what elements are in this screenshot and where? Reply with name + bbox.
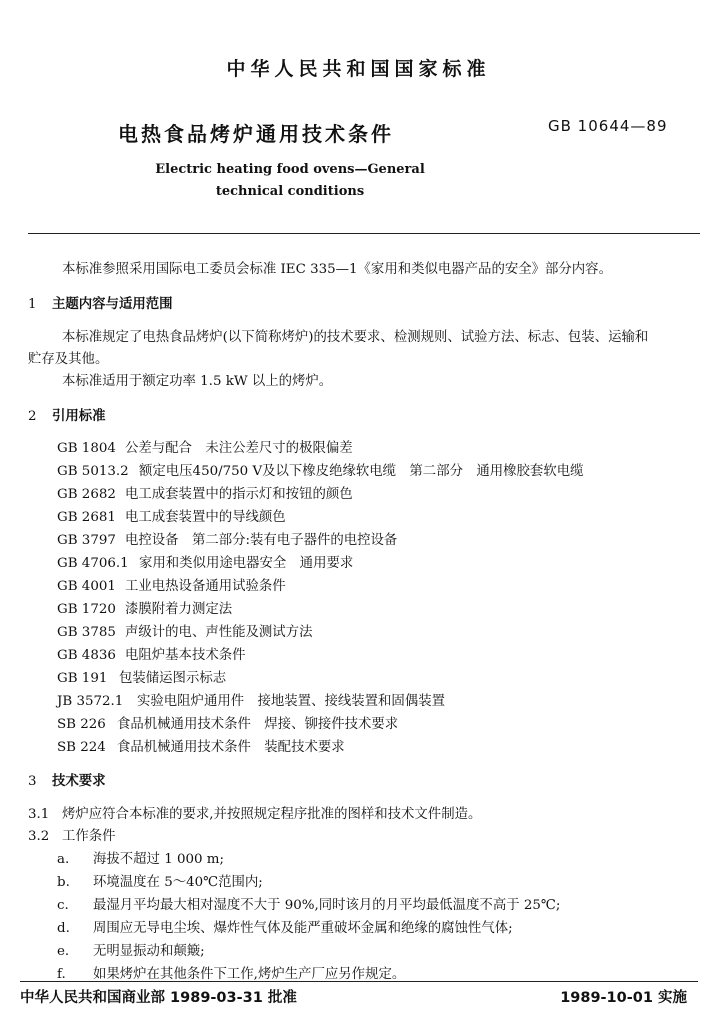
standard-organization: 中华人民共和国国家标准 [226,58,491,80]
section-2-title: 引用标准 [52,409,106,424]
intro-paragraph: 本标准参照采用国际电工委员会标准 IEC 335—1《家用和类似电器产品的安全》部分内容。 [62,262,612,277]
condition-item: e. 无明显振动和颠簸; [57,944,205,959]
reference-item: SB 224 食品机械通用技术条件 装配技术要求 [57,740,345,755]
reference-item: GB 191 包装储运图示标志 [57,671,227,686]
section-1-title: 主题内容与适用范围 [52,297,173,312]
clause-3-1: 3.1 烤炉应符合本标准的要求,并按照规定程序批准的图样和技术文件制造。 [28,807,482,822]
reference-item: GB 3797 电控设备 第二部分:装有电子器件的电控设备 [57,533,398,548]
reference-item: GB 2681 电工成套装置中的导线颜色 [57,510,286,525]
reference-item: GB 1720 漆膜附着力测定法 [57,602,233,617]
condition-item: b. 环境温度在 5～40℃范围内; [57,875,263,890]
section-3-number: 3 [28,774,37,789]
section-2-number: 2 [28,409,37,424]
document-title: 电热食品烤炉通用技术条件 [118,122,394,146]
section-3-title: 技术要求 [52,774,106,789]
reference-item: GB 3785 声级计的电、声性能及测试方法 [57,625,313,640]
section-1-para2: 本标准适用于额定功率 1.5 kW 以上的烤炉。 [62,374,333,389]
section-1-para1-line2: 贮存及其他。 [28,352,109,367]
section-1-number: 1 [28,297,37,312]
clause-3-2: 3.2 工作条件 [28,829,116,844]
section-3-heading [28,770,106,789]
reference-item: GB 4001 工业电热设备通用试验条件 [57,579,286,594]
footer-divider [20,981,698,982]
header-divider [28,233,700,234]
reference-item: GB 5013.2 额定电压450/750 V及以下橡皮绝缘软电缆 第二部分 通用橡胶套软电缆 [57,464,584,479]
condition-item: c. 最湿月平均最大相对湿度不大于 90%,同时该月的月平均最低温度不高于 25℃; [57,898,561,913]
standard-number: GB 10644—89 [548,117,668,135]
english-title-line1: Electric heating food ovens—General [155,162,425,177]
reference-item: GB 4706.1 家用和类似用途电器安全 通用要求 [57,556,354,571]
reference-item: GB 4836 电阻炉基本技术条件 [57,648,246,663]
condition-item: a. 海拔不超过 1 000 m; [57,852,225,867]
condition-item: f. 如果烤炉在其他条件下工作,烤炉生产厂应另作规定。 [57,967,406,982]
implementation-date: 1989-10-01 实施 [560,990,687,1006]
section-2-heading [28,405,106,424]
section-1-para1-line1: 本标准规定了电热食品烤炉(以下简称烤炉)的技术要求、检测规则、试验方法、标志、包装、运输和 [62,330,649,345]
reference-item: SB 226 食品机械通用技术条件 焊接、铆接件技术要求 [57,717,399,732]
reference-item: JB 3572.1 实验电阻炉通用件 接地装置、接线装置和固偶装置 [57,694,445,709]
approval-date: 中华人民共和国商业部 1989-03-31 批准 [20,990,297,1006]
english-title-line2: technical conditions [215,184,365,199]
condition-item: d. 周围应无导电尘埃、爆炸性气体及能严重破坏金属和绝缘的腐蚀性气体; [57,921,513,936]
reference-item: GB 2682 电工成套装置中的指示灯和按钮的颜色 [57,487,353,502]
reference-item: GB 1804 公差与配合 未注公差尺寸的极限偏差 [57,441,353,456]
section-1-heading [28,293,173,312]
